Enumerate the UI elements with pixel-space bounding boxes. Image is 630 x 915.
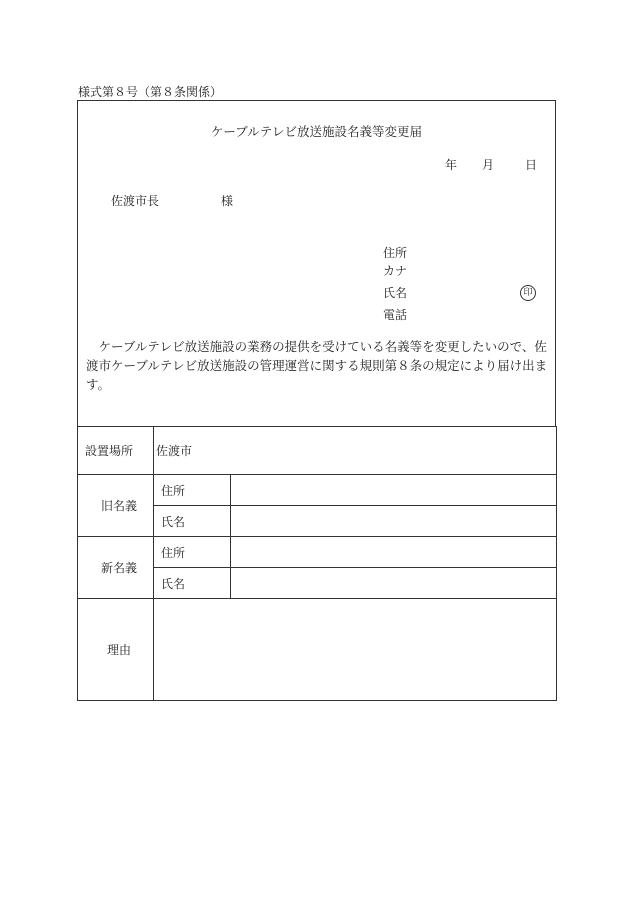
seal-icon: 印 <box>520 285 536 301</box>
location-label: 設置場所 <box>78 427 154 475</box>
new-name-sub-label: 氏名 <box>154 568 231 599</box>
reason-row <box>78 599 557 701</box>
applicant-name-label: 氏名 <box>383 286 408 300</box>
applicant-kana-label: カナ <box>383 264 408 278</box>
honorific: 様 <box>221 194 234 208</box>
old-name-label: 旧名義 <box>78 475 154 537</box>
old-name-sub-label: 氏名 <box>154 506 231 537</box>
date-day-label: 日 <box>525 158 538 172</box>
reason-field[interactable] <box>154 599 557 701</box>
old-address-row <box>78 475 557 506</box>
old-address-field[interactable] <box>231 475 557 506</box>
new-address-label: 住所 <box>154 537 231 568</box>
new-address-field[interactable] <box>231 537 557 568</box>
reason-label: 理由 <box>78 599 154 701</box>
location-row <box>78 427 557 475</box>
notice-section <box>77 100 556 426</box>
old-address-label: 住所 <box>154 475 231 506</box>
location-value: 佐渡市 <box>154 427 557 475</box>
new-name-label: 新名義 <box>78 537 154 599</box>
new-address-row <box>78 537 557 568</box>
old-name-field[interactable] <box>231 506 557 537</box>
form-number: 様式第８号（第８条関係） <box>78 85 223 99</box>
date-year-label: 年 <box>445 158 458 172</box>
new-name-field[interactable] <box>231 568 557 599</box>
notice-body: ケーブルテレビ放送施設の業務の提供を受けている名義等を変更したいので、佐渡市ケーブルテレビ放送施設の管理運営に関する規則第８条の規定により届け出ます。 <box>86 339 548 392</box>
applicant-phone-label: 電話 <box>383 308 408 322</box>
date-month-label: 月 <box>482 158 495 172</box>
addressee: 佐渡市長 <box>111 194 160 208</box>
form-title: ケーブルテレビ放送施設名義等変更届 <box>210 124 423 139</box>
detail-table <box>77 426 557 701</box>
applicant-address-label: 住所 <box>383 246 408 260</box>
